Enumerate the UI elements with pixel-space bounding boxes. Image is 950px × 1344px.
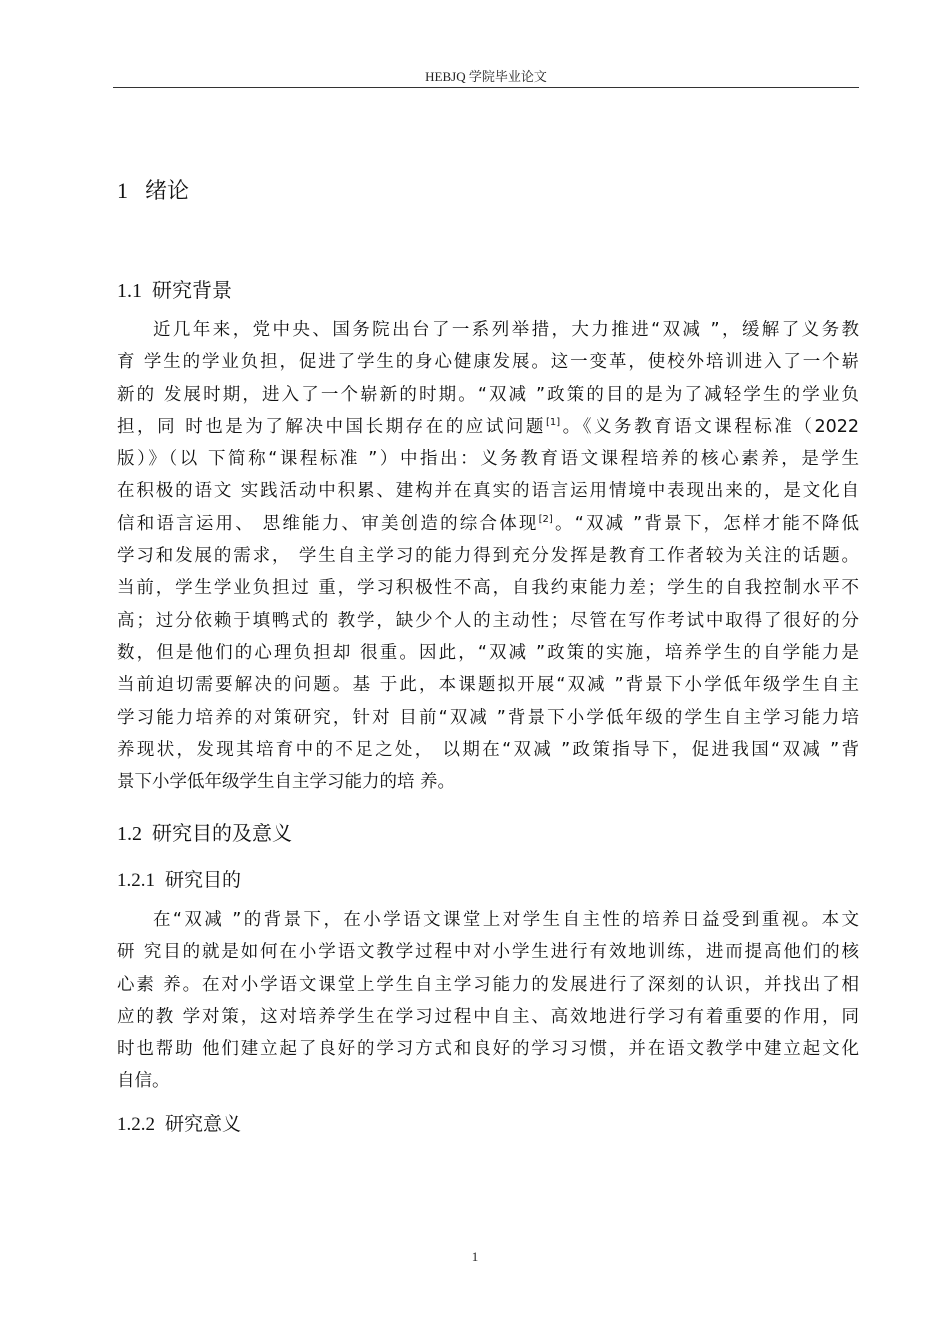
section-heading-1-2: [117, 817, 292, 846]
citation-ref-1[interactable]: [1]: [545, 417, 561, 429]
text-line: 自信。: [117, 1071, 170, 1092]
text-line: [117, 411, 859, 443]
line-text: 信和语言运用、 思维能力、审美创造的综合体现: [117, 513, 539, 534]
header-divider: [113, 87, 859, 88]
section-number: 1.2: [117, 823, 142, 845]
text-line: 高；过分依赖于填鸭式的 教学，缺少个人的主动性；尽管在写作考试中取得了很好的分: [117, 610, 859, 631]
text-line: 近几年来，党中央、国务院出台了一系列举措，大力推进“双减 ”，缓解了义务教: [153, 320, 859, 340]
paragraph-research-background: [117, 314, 859, 798]
subsection-title: 研究目的: [165, 869, 242, 891]
line-text: 担，同 时也是为了解决中国长期存在的应试问题: [117, 416, 546, 437]
subsection-number: 1.2.2: [117, 1114, 155, 1135]
text-line: 应的教 学对策，这对培养学生在学习过程中自主、高效地进行学习有着重要的作用，同: [117, 1006, 859, 1027]
subsection-number: 1.2.1: [117, 870, 155, 891]
section-title: 研究背景: [152, 278, 232, 302]
text-line: 学习能力培养的对策研究，针对 目前“双减 ”背景下小学低年级的学生自主学习能力培: [117, 707, 859, 728]
chapter-number: 1: [117, 178, 128, 203]
text-line: 研 究目的就是如何在小学语文教学过程中对小学生进行有效地训练，进而提高他们的核: [117, 942, 859, 963]
text-line: 在“双减 ”的背景下，在小学语文课堂上对学生自主性的培养日益受到重视。本文: [153, 910, 859, 930]
text-line: 当前迫切需要解决的问题。基 于此，本课题拟开展“双减 ”背景下小学低年级学生自主: [117, 675, 859, 696]
chapter-heading: [117, 174, 189, 205]
text-line: 景下小学低年级学生自主学习能力的培 养。: [117, 772, 456, 793]
section-heading-1-1: [117, 274, 232, 303]
text-line: 时也帮助 他们建立起了良好的学习方式和良好的学习习惯，并在语文教学中建立起文化: [117, 1039, 859, 1060]
section-number: 1.1: [117, 280, 142, 302]
subsection-heading-1-2-2: [117, 1109, 241, 1136]
text-line: 新的 发展时期，进入了一个崭新的时期。“双减 ”政策的目的是为了减轻学生的学业负: [117, 384, 859, 405]
text-line: 育 学生的学业负担，促进了学生的身心健康发展。这一变革，使校外培训进入了一个崭: [117, 352, 859, 373]
text-line: 养现状，发现其培育中的不足之处， 以期在“双减 ”政策指导下，促进我国“双减 ”背: [117, 739, 859, 760]
paragraph-research-purpose: [117, 904, 859, 1098]
section-title: 研究目的及意义: [152, 821, 292, 845]
text-line: 学习和发展的需求， 学生自主学习的能力得到充分发挥是教育工作者较为关注的话题。: [117, 546, 859, 567]
citation-ref-2[interactable]: [2]: [538, 513, 553, 525]
subsection-title: 研究意义: [165, 1113, 242, 1135]
chapter-title: 绪论: [145, 179, 190, 204]
line-text: 。《义务教育语文课程标准（2022: [560, 416, 859, 437]
text-line: 版）》（以 下简称“课程标准 ”）中指出：义务教育语文课程培养的核心素养，是学生: [117, 449, 859, 470]
page-number: 1: [471, 1249, 479, 1264]
line-text: 。“双减 ”背景下，怎样才能不降低: [552, 513, 859, 534]
text-line: 心素 养。在对小学语文课堂上学生自主学习能力的发展进行了深刻的认识，并找出了相: [117, 974, 859, 995]
subsection-heading-1-2-1: [117, 865, 241, 892]
page-header: HEBJQ 学院毕业论文: [425, 69, 547, 84]
text-line: 数，但是他们的心理负担却 很重。因此，“双减 ”政策的实施，培养学生的自学能力是: [117, 642, 859, 663]
text-line: 当前，学生学业负担过 重，学习积极性不高，自我约束能力差；学生的自我控制水平不: [117, 578, 859, 599]
text-line: [117, 508, 859, 540]
text-line: 在积极的语文 实践活动中积累、建构并在真实的语言运用情境中表现出来的，是文化自: [117, 481, 859, 502]
